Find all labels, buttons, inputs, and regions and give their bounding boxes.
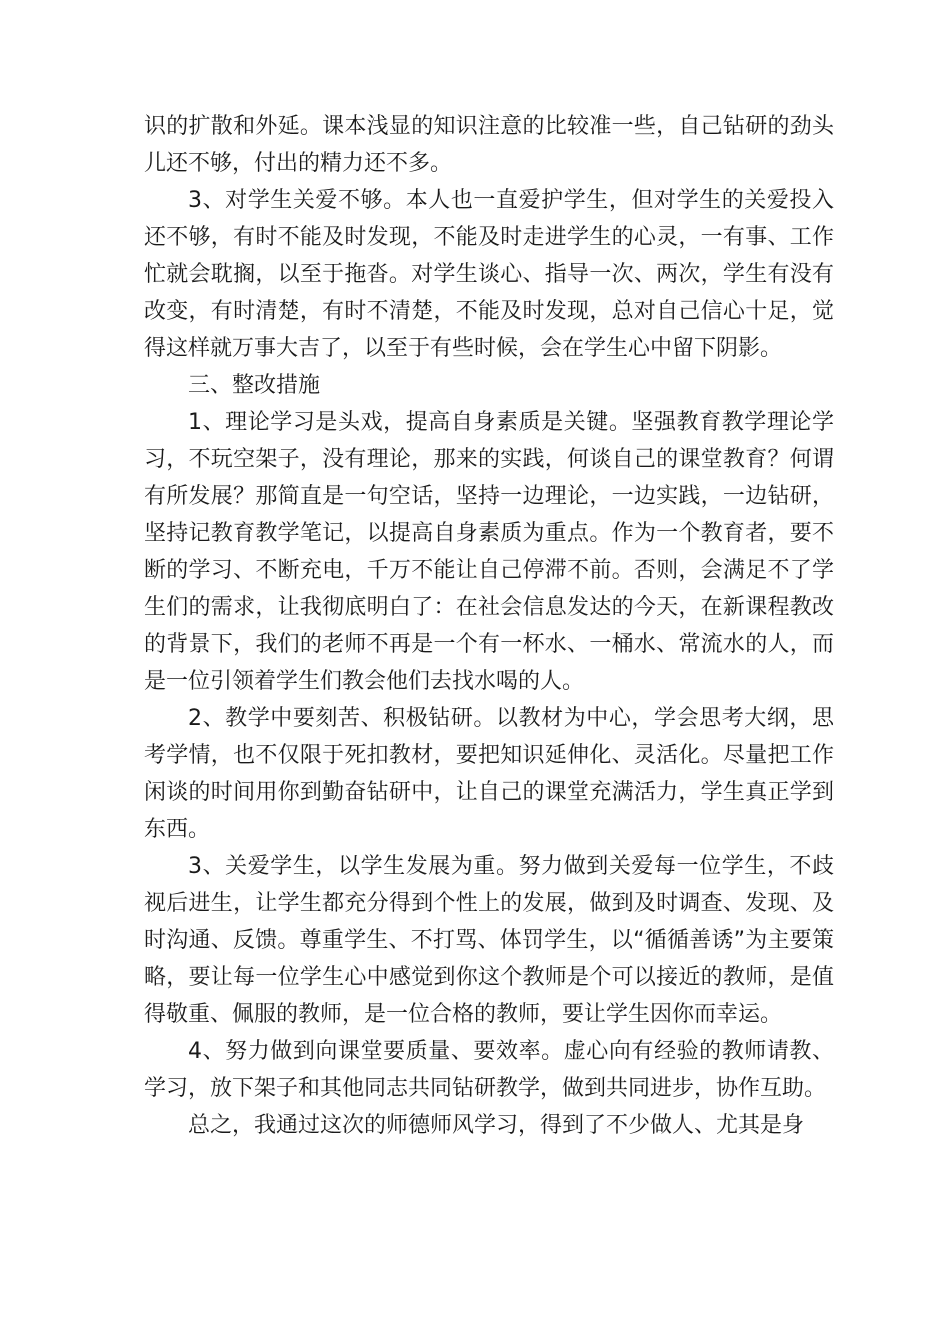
paragraph-measure-1: 1、理论学习是头戏，提高自身素质是关键。坚强教育教学理论学习，不玩空架子，没有理论，那来的实践，何谈自己的课堂教育？何谓有所发展？那简直是一句空话，坚持一边理论，一边实践，一边钻研，坚持记教育教学笔记，以提高自身素质为重点。作为一个教育者，要不断的学习、不断充电，千万不能让自己停滞不前。否则，会满足不了学生们的需求，让我彻底明白了：在社会信息发达的今天，在新课程教改的背景下，我们的老师不再是一个有一杯水、一桶水、常流水的人，而是一位引领着学生们教会他们去找水喝的人。 [144, 410, 834, 694]
paragraph-measure-3: 3、关爱学生，以学生发展为重。努力做到关爱每一位学生，不歧视后进生，让学生都充分得到个性上的发展，做到及时调查、发现、及时沟通、反馈。尊重学生、不打骂、体罚学生，以“循循善诱”为主要策略，要让每一位学生心中感觉到你这个教师是个可以接近的教师，是值得敬重、佩服的教师，是一位合格的教师，要让学生因你而幸运。 [144, 854, 834, 1027]
document-body [144, 108, 834, 1144]
paragraph-continuation: 识的扩散和外延。课本浅显的知识注意的比较准一些，自己钻研的劲头儿还不够，付出的精力还不多。 [144, 114, 834, 176]
paragraph-measure-4: 4、努力做到向课堂要质量、要效率。虚心向有经验的教师请教、学习，放下架子和其他同志共同钻研教学，做到共同进步，协作互助。 [144, 1039, 834, 1101]
section-heading-rectification: 三、整改措施 [188, 373, 321, 398]
paragraph-summary: 总之，我通过这次的师德师风学习，得到了不少做人、尤其是身 [188, 1113, 805, 1138]
paragraph-item-3-care: 3、对学生关爱不够。本人也一直爱护学生，但对学生的关爱投入还不够，有时不能及时发现，不能及时走进学生的心灵，一有事、工作忙就会耽搁，以至于拖沓。对学生谈心、指导一次、两次，学生有没有改变，有时清楚，有时不清楚，不能及时发现，总对自己信心十足，觉得这样就万事大吉了，以至于有些时候，会在学生心中留下阴影。 [144, 188, 834, 361]
paragraph-measure-2: 2、教学中要刻苦、积极钻研。以教材为中心，学会思考大纲，思考学情，也不仅限于死扣教材，要把知识延伸化、灵活化。尽量把工作闲谈的时间用你到勤奋钻研中，让自己的课堂充满活力，学生真正学到东西。 [144, 706, 834, 842]
